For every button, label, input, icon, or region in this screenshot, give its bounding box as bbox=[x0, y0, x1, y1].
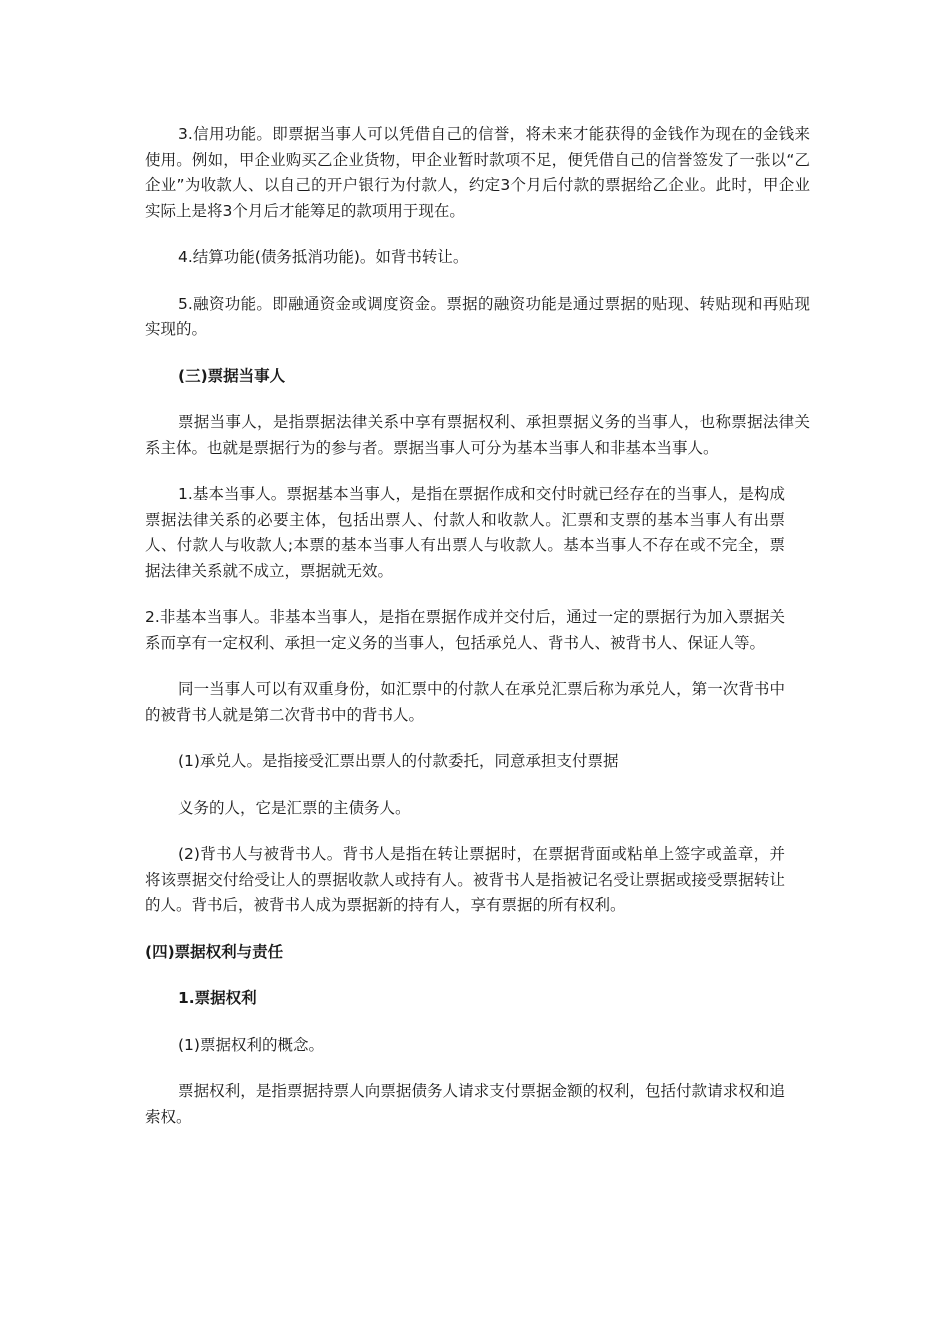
paragraph-non-basic-parties: 2.非基本当事人。非基本当事人，是指在票据作成并交付后，通过一定的票据行为加入票据关系而享有一定权利、承担一定义务的当事人，包括承兑人、背书人、被背书人、保证人等。 bbox=[145, 608, 785, 652]
paragraph-financing-function: 5.融资功能。即融通资金或调度资金。票据的融资功能是通过票据的贴现、转贴现和再贴现实现的。 bbox=[145, 294, 810, 338]
subheading-bill-rights: 1.票据权利 bbox=[178, 989, 257, 1007]
heading-bill-parties: (三)票据当事人 bbox=[178, 366, 286, 385]
document-page bbox=[145, 122, 810, 1151]
paragraph-rights-concept: (1)票据权利的概念。 bbox=[178, 1035, 324, 1054]
paragraph-parties-definition: 票据当事人，是指票据法律关系中享有票据权利、承担票据义务的当事人，也称票据法律关系主体。也就是票据行为的参与者。票据当事人可分为基本当事人和非基本当事人。 bbox=[145, 413, 810, 457]
paragraph-settlement-function: 4.结算功能(债务抵消功能)。如背书转让。 bbox=[178, 248, 469, 266]
paragraph-credit-function: 3.信用功能。即票据当事人可以凭借自己的信誉，将未来才能获得的金钱作为现在的金钱来使用。例如，甲企业购买乙企业货物，甲企业暂时款项不足，便凭借自己的信誉签发了一张以“乙企业”为收款人、以自己的开户银行为付款人，约定3个月后付款的票据给乙企业。此时，甲企业实际上是将3个月后才能筹足的款项用于现在。 bbox=[145, 125, 810, 220]
heading-bill-rights: (四)票据权利与责任 bbox=[145, 942, 284, 961]
paragraph-endorser: (2)背书人与被背书人。背书人是指在转让票据时，在票据背面或粘单上签字或盖章，并将该票据交付给受让人的票据收款人或持有人。被背书人是指被记名受让票据或接受票据转让的人。背书后，被背书人成为票据新的持有人，享有票据的所有权利。 bbox=[145, 845, 785, 914]
paragraph-acceptor-line1: (1)承兑人。是指接受汇票出票人的付款委托，同意承担支付票据 bbox=[178, 752, 619, 770]
paragraph-acceptor-line2: 义务的人，它是汇票的主债务人。 bbox=[178, 798, 411, 817]
paragraph-rights-definition: 票据权利，是指票据持票人向票据债务人请求支付票据金额的权利，包括付款请求权和追索权。 bbox=[145, 1082, 785, 1126]
paragraph-dual-identity: 同一当事人可以有双重身份，如汇票中的付款人在承兑汇票后称为承兑人，第一次背书中的被背书人就是第二次背书中的背书人。 bbox=[145, 680, 785, 724]
paragraph-basic-parties: 1.基本当事人。票据基本当事人，是指在票据作成和交付时就已经存在的当事人，是构成票据法律关系的必要主体，包括出票人、付款人和收款人。汇票和支票的基本当事人有出票人、付款人与收款人;本票的基本当事人有出票人与收款人。基本当事人不存在或不完全，票据法律关系就不成立，票据就无效。 bbox=[145, 485, 785, 580]
